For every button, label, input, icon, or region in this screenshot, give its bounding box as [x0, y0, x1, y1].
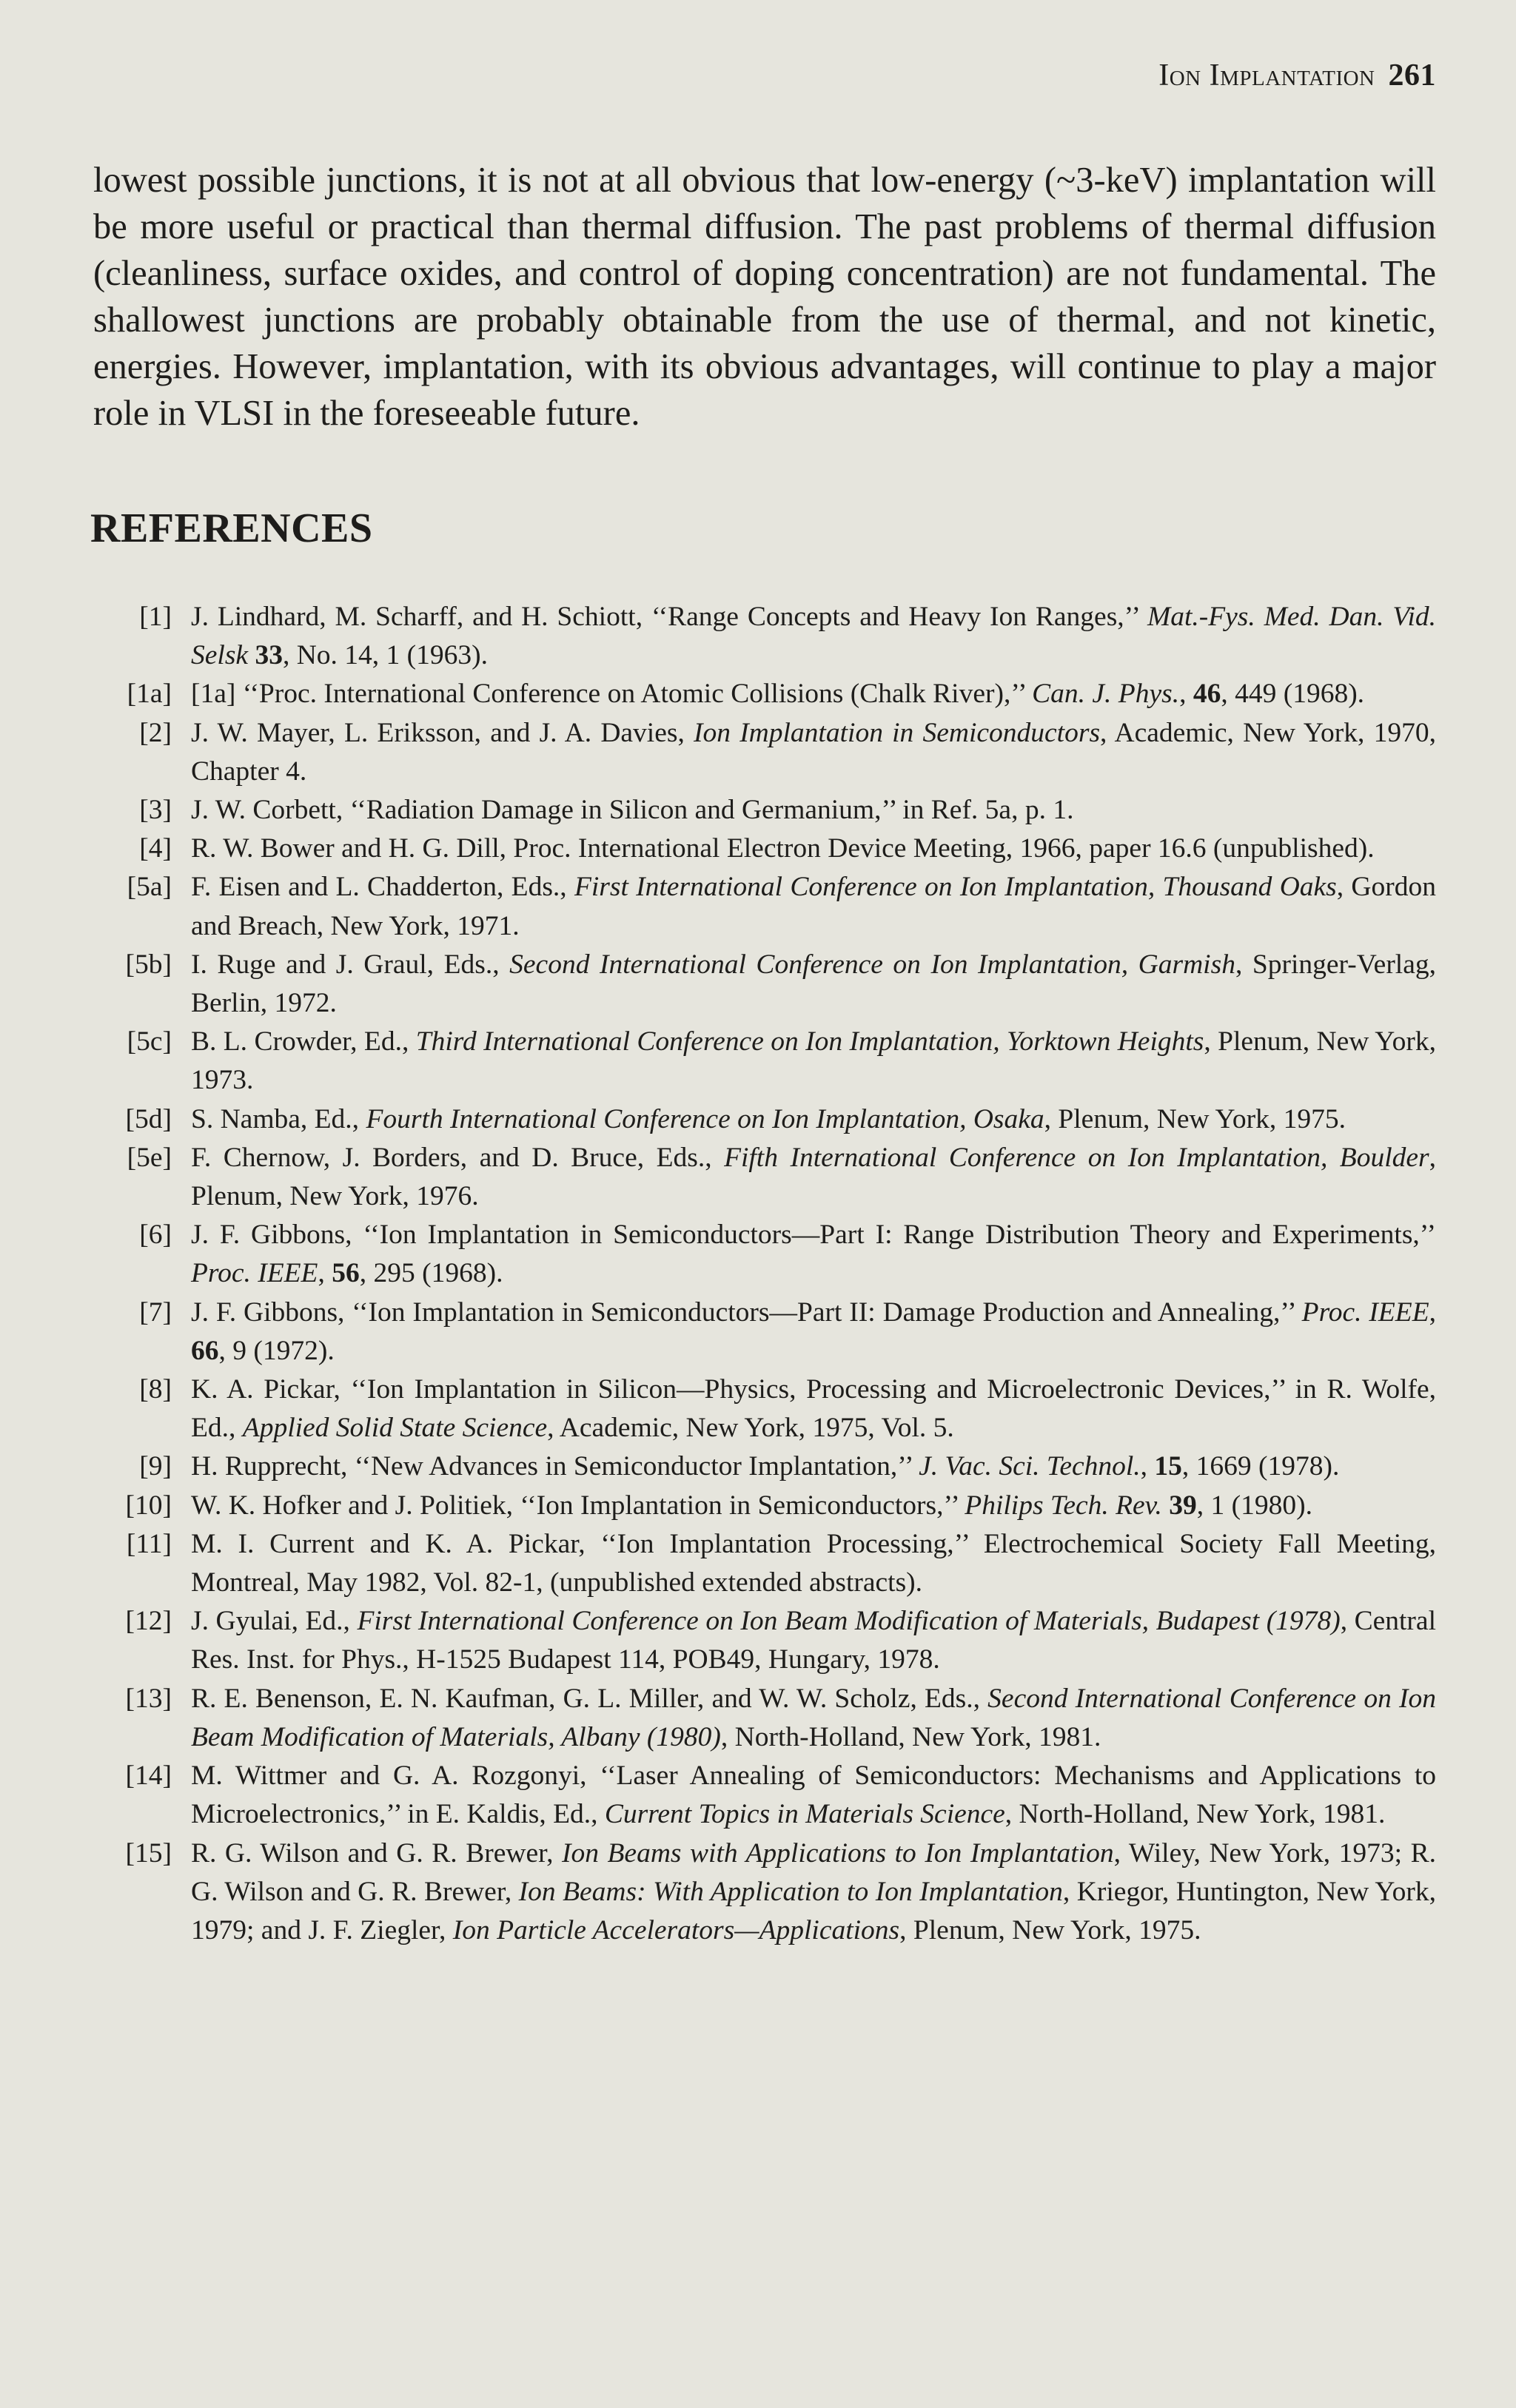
reference-italic-segment: Current Topics in Materials Science — [604, 1799, 1005, 1830]
reference-number: [5d] — [125, 1103, 172, 1134]
reference-segment: W. K. Hofker and J. Politiek, ‘‘Ion Implantation in Semiconductors,’’ — [191, 1490, 965, 1521]
reference-segment: , North-Holland, New York, 1981. — [720, 1721, 1101, 1752]
reference-number: [8] — [139, 1374, 172, 1405]
reference-number: [5a] — [127, 872, 172, 903]
reference-segment: K. A. Pickar, ‘‘Ion Implantation in Silicon—Physics, Processing and Microelectronic Devices,’’ in R. Wolfe, Ed., — [191, 1374, 1436, 1444]
reference-segment: , Springer-Verlag, Berlin, 1972. — [191, 949, 1436, 1019]
running-head-title: Ion Implantation — [1158, 58, 1375, 93]
reference-text — [191, 868, 1436, 945]
reference-italic-segment: Third International Conference on Ion Implantation, Yorktown Heights — [415, 1026, 1204, 1057]
reference-text — [191, 1602, 1436, 1679]
reference-segment: , — [318, 1258, 332, 1289]
body-paragraph: lowest possible junctions, it is not at all obvious that low-energy (~3-keV) implantation will be more useful or practical than thermal diffusion. The past problems of thermal diffusion (cleanliness, surface oxides, and control of doping concentration) are not fundamental. The shallowest junctions are probably obtainable from the use of thermal, and not kinetic, energies. However, implantation, with its obvious advantages, will continue to play a major role in VLSI in the foreseeable future. — [93, 161, 1436, 433]
reference-italic-segment: Ion Beams with Applications to Ion Implantation — [562, 1837, 1114, 1869]
reference-text — [191, 1371, 1436, 1447]
reference-italic-segment: Mat.-Fys. Med. Dan. Vid. Selsk — [191, 602, 1437, 671]
page-number: 261 — [1388, 58, 1436, 93]
reference-bold-segment: 15 — [1154, 1451, 1182, 1482]
reference-italic-segment: Applied Solid State Science — [242, 1413, 548, 1444]
reference-number: [9] — [139, 1451, 172, 1482]
reference-number: [7] — [139, 1297, 172, 1328]
reference-segment: R. W. Bower and H. G. Dill, Proc. International Electron Device Meeting, 1966, paper 16.6 (unpublished). — [191, 833, 1375, 864]
reference-item — [111, 1680, 1436, 1757]
reference-number: [1] — [139, 602, 172, 632]
reference-number: [4] — [139, 833, 172, 864]
reference-segment: , — [1140, 1451, 1155, 1482]
reference-segment: , 1669 (1978). — [1181, 1451, 1340, 1482]
reference-item — [111, 1447, 1436, 1486]
reference-text — [191, 830, 1436, 868]
reference-segment: , North-Holland, New York, 1981. — [1004, 1799, 1386, 1830]
reference-text — [191, 1294, 1436, 1371]
reference-bold-segment: 33 — [255, 640, 283, 671]
reference-text — [191, 714, 1436, 791]
reference-text — [191, 598, 1436, 675]
reference-text — [191, 1139, 1436, 1216]
reference-segment: M. Wittmer and G. A. Rozgonyi, ‘‘Laser Annealing of Semiconductors: Mechanisms and Applications to Microelectronics,’’ in E. Kaldis, Ed., — [191, 1760, 1436, 1830]
reference-italic-segment: J. Vac. Sci. Technol. — [919, 1451, 1141, 1482]
reference-number: [14] — [125, 1760, 172, 1792]
reference-number: [15] — [125, 1837, 172, 1869]
reference-segment: H. Rupprecht, ‘‘New Advances in Semiconductor Implantation,’’ — [191, 1451, 919, 1482]
reference-segment: J. F. Gibbons, ‘‘Ion Implantation in Semiconductors—Part I: Range Distribution Theory and Experiments,’’ — [191, 1220, 1436, 1251]
references-list — [111, 598, 1436, 1950]
reference-segment: J. F. Gibbons, ‘‘Ion Implantation in Semiconductors—Part II: Damage Production and Annealing,’’ — [191, 1297, 1302, 1328]
reference-segment: J. W. Corbett, ‘‘Radiation Damage in Silicon and Germanium,’’ in Ref. 5a, p. 1. — [191, 795, 1074, 826]
reference-text — [191, 1216, 1436, 1293]
reference-italic-segment: Proc. IEEE — [1301, 1297, 1429, 1328]
reference-number: [3] — [139, 795, 172, 826]
reference-segment: , — [1179, 679, 1193, 710]
reference-bold-segment: 39 — [1169, 1490, 1197, 1521]
reference-number: [1a] — [127, 679, 172, 710]
reference-text — [191, 1023, 1436, 1100]
reference-segment: , Wiley, New York, 1973; R. G. Wilson and G. R. Brewer, — [191, 1837, 1436, 1907]
reference-italic-segment: Proc. IEEE — [191, 1258, 318, 1289]
reference-item — [111, 598, 1436, 675]
reference-segment: , Plenum, New York, 1975. — [1044, 1103, 1346, 1134]
reference-item — [111, 1602, 1436, 1679]
reference-number: [12] — [125, 1606, 172, 1637]
reference-segment: , Kriegor, Huntington, New York, 1979; and J. F. Ziegler, — [191, 1876, 1437, 1945]
reference-item — [111, 1834, 1436, 1951]
reference-segment: [1a] ‘‘Proc. International Conference on Atomic Collisions (Chalk River),’’ — [191, 679, 1033, 710]
reference-segment: , 295 (1968). — [359, 1258, 503, 1289]
reference-item — [111, 791, 1436, 830]
reference-segment: F. Eisen and L. Chadderton, Eds., — [191, 872, 574, 903]
reference-segment: , 1 (1980). — [1196, 1490, 1313, 1521]
reference-segment: , Academic, New York, 1975, Vol. 5. — [547, 1413, 954, 1444]
references-heading: REFERENCES — [90, 505, 373, 551]
reference-italic-segment: Second International Conference on Ion Beam Modification of Materials, Albany (1980) — [191, 1683, 1436, 1752]
reference-italic-segment: Ion Particle Accelerators—Applications — [452, 1914, 900, 1945]
reference-segment: , Central Res. Inst. for Phys., H-1525 Budapest 114, POB49, Hungary, 1978. — [191, 1606, 1436, 1675]
reference-segment: R. E. Benenson, E. N. Kaufman, G. L. Miller, and W. W. Scholz, Eds., — [191, 1683, 988, 1714]
reference-segment: , Gordon and Breach, New York, 1971. — [191, 872, 1436, 941]
reference-text — [191, 791, 1436, 830]
reference-text — [191, 1100, 1436, 1139]
reference-italic-segment: Ion Implantation in Semiconductors — [694, 717, 1101, 748]
reference-item — [111, 1100, 1436, 1139]
reference-segment: , No. 14, 1 (1963). — [282, 640, 488, 671]
reference-item — [111, 1294, 1436, 1371]
reference-item — [111, 675, 1436, 713]
reference-item — [111, 830, 1436, 868]
reference-number: [13] — [125, 1683, 172, 1714]
reference-italic-segment: First International Conference on Ion Beam Modification of Materials, Budapest (1978) — [357, 1606, 1341, 1637]
reference-italic-segment: Fifth International Conference on Ion Implantation, Boulder — [724, 1142, 1429, 1173]
reference-text — [191, 1834, 1436, 1951]
reference-segment: R. G. Wilson and G. R. Brewer, — [191, 1837, 562, 1869]
reference-item — [111, 1525, 1436, 1602]
reference-segment: I. Ruge and J. Graul, Eds., — [191, 949, 510, 980]
reference-text — [191, 1525, 1436, 1602]
reference-segment: , Plenum, New York, 1973. — [191, 1026, 1436, 1096]
running-head — [1158, 58, 1436, 93]
reference-segment: J. Lindhard, M. Scharff, and H. Schiott, ‘‘Range Concepts and Heavy Ion Ranges,’’ — [191, 602, 1147, 632]
reference-italic-segment: First International Conference on Ion Implantation, Thousand Oaks — [574, 872, 1337, 903]
reference-italic-segment: Fourth International Conference on Ion Implantation, Osaka — [366, 1103, 1044, 1134]
reference-italic-segment: Philips Tech. Rev. — [965, 1490, 1162, 1521]
reference-item — [111, 1487, 1436, 1525]
reference-segment: J. W. Mayer, L. Eriksson, and J. A. Davies, — [191, 717, 694, 748]
reference-italic-segment: Ion Beams: With Application to Ion Implantation — [518, 1876, 1063, 1907]
reference-segment: , 449 (1968). — [1221, 679, 1365, 710]
reference-number: [11] — [126, 1528, 172, 1559]
reference-bold-segment: 46 — [1193, 679, 1221, 710]
reference-text — [191, 1487, 1436, 1525]
reference-segment: F. Chernow, J. Borders, and D. Bruce, Eds., — [191, 1142, 725, 1173]
reference-item — [111, 1216, 1436, 1293]
reference-italic-segment: Can. J. Phys. — [1032, 679, 1180, 710]
reference-italic-segment: Second International Conference on Ion Implantation, Garmish — [509, 949, 1235, 980]
reference-segment: , Plenum, New York, 1976. — [191, 1142, 1436, 1212]
reference-segment: , Plenum, New York, 1975. — [899, 1914, 1201, 1945]
reference-number: [2] — [139, 717, 172, 748]
reference-text — [191, 675, 1436, 713]
reference-segment: B. L. Crowder, Ed., — [191, 1026, 416, 1057]
reference-item — [111, 1139, 1436, 1216]
reference-number: [10] — [125, 1490, 172, 1521]
reference-text — [191, 1680, 1436, 1757]
reference-bold-segment: 56 — [332, 1258, 360, 1289]
reference-segment — [1162, 1490, 1169, 1521]
reference-item — [111, 714, 1436, 791]
reference-segment: S. Namba, Ed., — [191, 1103, 366, 1134]
reference-segment: , Academic, New York, 1970, Chapter 4. — [191, 717, 1436, 787]
reference-number: [5b] — [125, 949, 172, 980]
reference-bold-segment: 66 — [191, 1335, 219, 1366]
reference-item — [111, 1757, 1436, 1834]
reference-segment: , 9 (1972). — [218, 1335, 335, 1366]
reference-number: [5e] — [127, 1142, 172, 1173]
reference-text — [191, 1757, 1436, 1834]
reference-segment: , — [1429, 1297, 1436, 1328]
reference-number: [5c] — [127, 1026, 172, 1057]
reference-item — [111, 868, 1436, 945]
reference-text — [191, 1447, 1436, 1486]
reference-segment: J. Gyulai, Ed., — [191, 1606, 358, 1637]
reference-segment: M. I. Current and K. A. Pickar, ‘‘Ion Implantation Processing,’’ Electrochemical Society Fall Meeting, Montreal, May 1982, Vol. 82-1, (unpublished extended abstracts). — [191, 1528, 1436, 1598]
reference-item — [111, 1371, 1436, 1447]
reference-number: [6] — [139, 1220, 172, 1251]
reference-item — [111, 1023, 1436, 1100]
reference-item — [111, 946, 1436, 1023]
reference-text — [191, 946, 1436, 1023]
